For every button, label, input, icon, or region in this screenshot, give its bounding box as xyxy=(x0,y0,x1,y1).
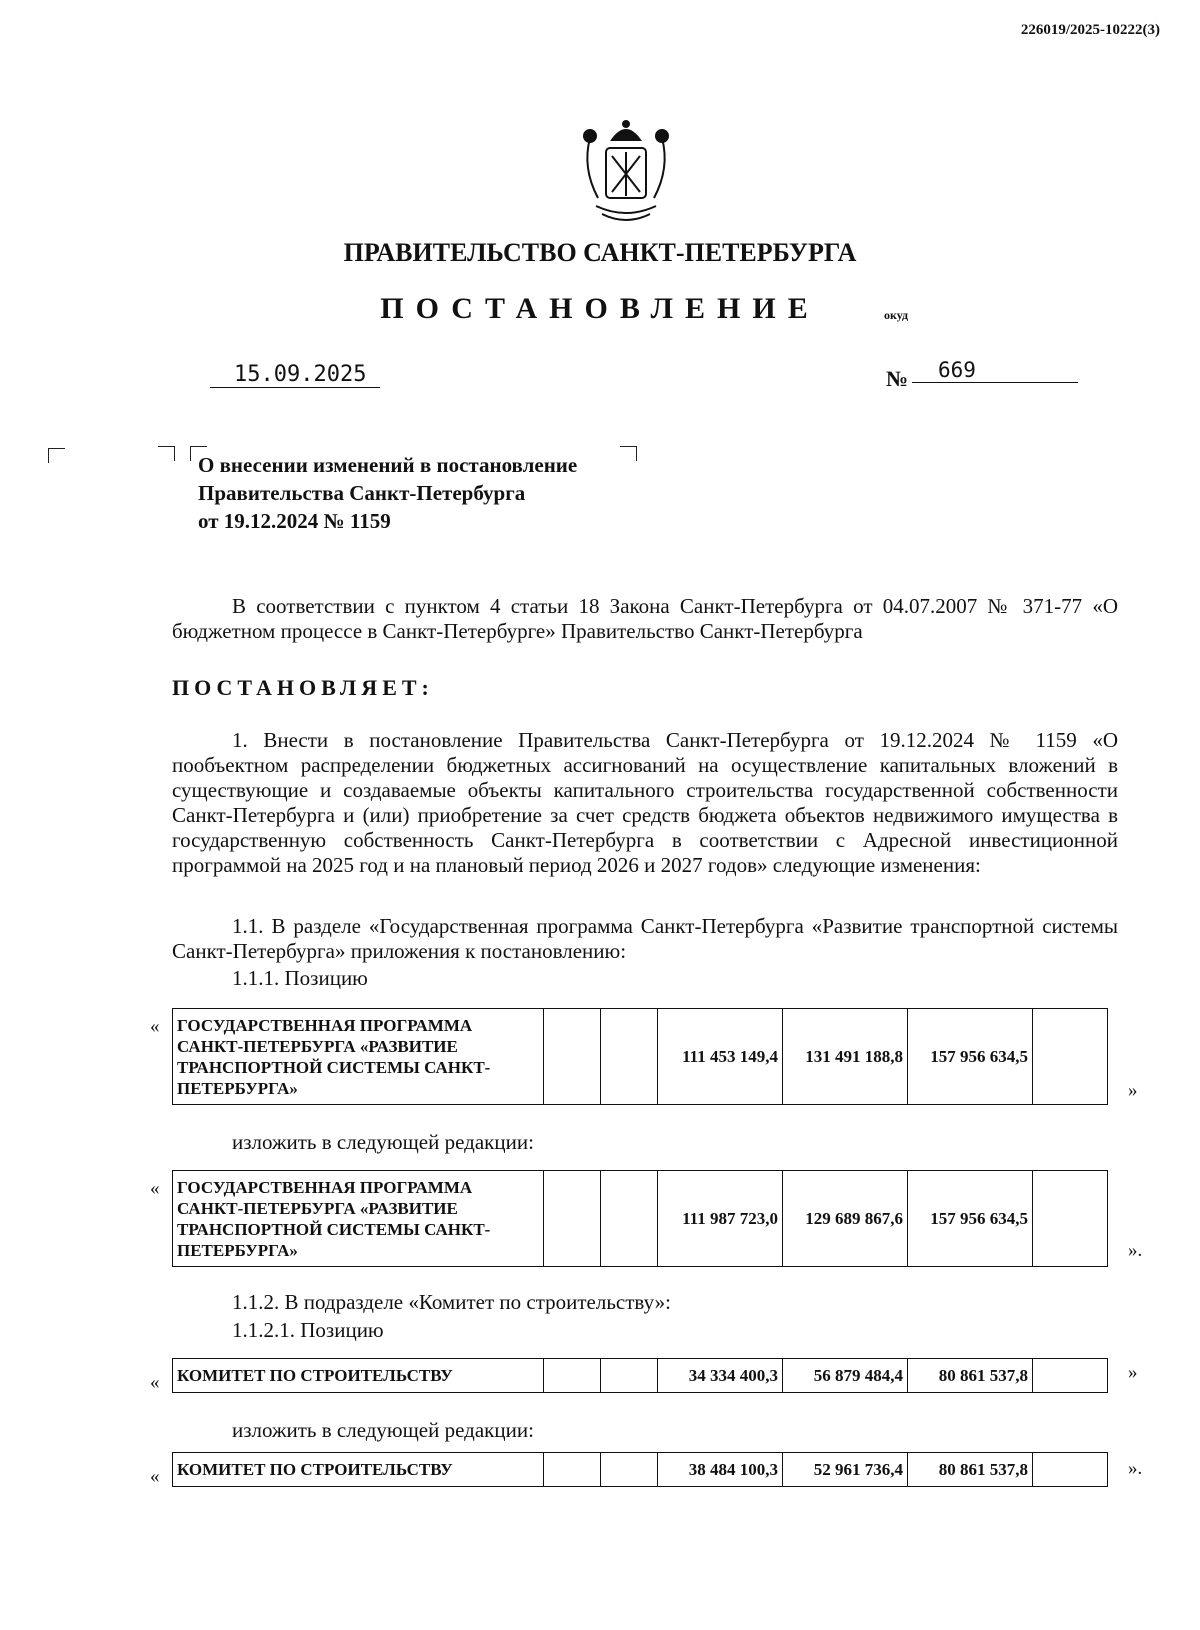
document-subject xyxy=(198,451,577,535)
empty-cell xyxy=(1033,1359,1108,1393)
subject-line: О внесении изменений в постановление xyxy=(198,453,578,477)
empty-cell xyxy=(601,1171,658,1267)
empty-cell xyxy=(1033,1453,1108,1487)
corner-mark xyxy=(620,446,637,461)
committee-new-table xyxy=(172,1452,1108,1487)
quote-open: « xyxy=(150,1372,160,1393)
item-1-1: 1.1. В разделе «Государственная программа Санкт-Петербурга «Развитие транспортной системы Санкт-Петербурга» приложения к постановлению: xyxy=(172,914,1118,963)
program-name-cell: ГОСУДАРСТВЕННАЯ ПРОГРАММА САНКТ-ПЕТЕРБУРГА «РАЗВИТИЕ ТРАНСПОРТНОЙ СИСТЕМЫ САНКТ-ПЕТЕРБУРГА» xyxy=(173,1171,544,1267)
value-2025-cell: 111 453 149,4 xyxy=(658,1009,783,1105)
value-2027-cell: 157 956 634,5 xyxy=(908,1171,1033,1267)
value-2027-cell: 157 956 634,5 xyxy=(908,1009,1033,1105)
program-old-table xyxy=(172,1008,1108,1105)
value-2026-cell: 129 689 867,6 xyxy=(783,1171,908,1267)
value-2027-cell: 80 861 537,8 xyxy=(908,1453,1033,1487)
number-label: № xyxy=(886,366,909,391)
item-1: 1. Внести в постановление Правительства Санкт-Петербурга от 19.12.2024 № 1159 «О пообъектном распределении бюджетных ассигнований на осуществление капитальных вложений в существующие и создаваемые объекты капитального строительства государственной собственности Санкт-Петербурга и (или) приобретение за счет средств бюджета объектов недвижимого имущества в государственную собственность Санкт-Петербурга в соответствии с Адресной инвестиционной программой на 2025 год и на плановый период 2026 и 2027 годов» следующие изменения: xyxy=(172,728,1118,877)
empty-cell xyxy=(544,1171,601,1267)
okud-label: окуд xyxy=(884,308,909,322)
empty-cell xyxy=(601,1009,658,1105)
program-name-cell: ГОСУДАРСТВЕННАЯ ПРОГРАММА САНКТ-ПЕТЕРБУРГА «РАЗВИТИЕ ТРАНСПОРТНОЙ СИСТЕМЫ САНКТ-ПЕТЕРБУРГА» xyxy=(173,1009,544,1105)
subject-line: Правительства Санкт-Петербурга xyxy=(198,481,526,505)
government-title: ПРАВИТЕЛЬСТВО САНКТ-ПЕТЕРБУРГА xyxy=(343,238,857,267)
empty-cell xyxy=(544,1453,601,1487)
quote-open: « xyxy=(150,1178,160,1199)
corner-mark xyxy=(158,446,175,461)
committee-old-table xyxy=(172,1358,1108,1393)
postanovlyaet-heading: ПОСТАНОВЛЯЕТ: xyxy=(172,675,434,700)
value-2025-cell: 38 484 100,3 xyxy=(658,1453,783,1487)
restate-label: изложить в следующей редакции: xyxy=(232,1130,534,1154)
committee-name-cell: КОМИТЕТ ПО СТРОИТЕЛЬСТВУ xyxy=(173,1453,544,1487)
document-number: 669 xyxy=(912,358,1078,383)
value-2027-cell: 80 861 537,8 xyxy=(908,1359,1033,1393)
value-2026-cell: 56 879 484,4 xyxy=(783,1359,908,1393)
quote-close: » xyxy=(1128,1080,1138,1101)
value-2025-cell: 111 987 723,0 xyxy=(658,1171,783,1267)
value-2025-cell: 34 334 400,3 xyxy=(658,1359,783,1393)
empty-cell xyxy=(601,1359,658,1393)
value-2026-cell: 131 491 188,8 xyxy=(783,1009,908,1105)
committee-name-cell: КОМИТЕТ ПО СТРОИТЕЛЬСТВУ xyxy=(173,1359,544,1393)
subject-line: от 19.12.2024 № 1159 xyxy=(198,509,391,533)
quote-close: ». xyxy=(1128,1240,1143,1261)
quote-open: « xyxy=(150,1016,160,1037)
empty-cell xyxy=(1033,1171,1108,1267)
document-date: 15.09.2025 xyxy=(210,362,380,388)
empty-cell xyxy=(544,1359,601,1393)
restate-label: изложить в следующей редакции: xyxy=(232,1418,534,1442)
coat-of-arms-emblem xyxy=(576,118,676,226)
value-2026-cell: 52 961 736,4 xyxy=(783,1453,908,1487)
document-type-title: ПОСТАНОВЛЕНИЕ xyxy=(380,292,820,325)
preamble: В соответствии с пунктом 4 статьи 18 Закона Санкт-Петербурга от 04.07.2007 № 371-77 «О бюджетном процессе в Санкт-Петербурге» Правительство Санкт-Петербурга xyxy=(172,594,1118,643)
empty-cell xyxy=(544,1009,601,1105)
quote-open: « xyxy=(150,1466,160,1487)
document-id: 226019/2025-10222(3) xyxy=(1020,22,1160,38)
item-1-1-1: 1.1.1. Позицию xyxy=(232,966,368,990)
item-1-1-2-1: 1.1.2.1. Позицию xyxy=(232,1318,384,1342)
program-new-table xyxy=(172,1170,1108,1267)
empty-cell xyxy=(601,1453,658,1487)
corner-mark xyxy=(48,448,65,463)
item-1-1-2: 1.1.2. В подразделе «Комитет по строительству»: xyxy=(232,1290,671,1314)
empty-cell xyxy=(1033,1009,1108,1105)
quote-close: » xyxy=(1128,1362,1138,1383)
quote-close: ». xyxy=(1128,1458,1143,1479)
